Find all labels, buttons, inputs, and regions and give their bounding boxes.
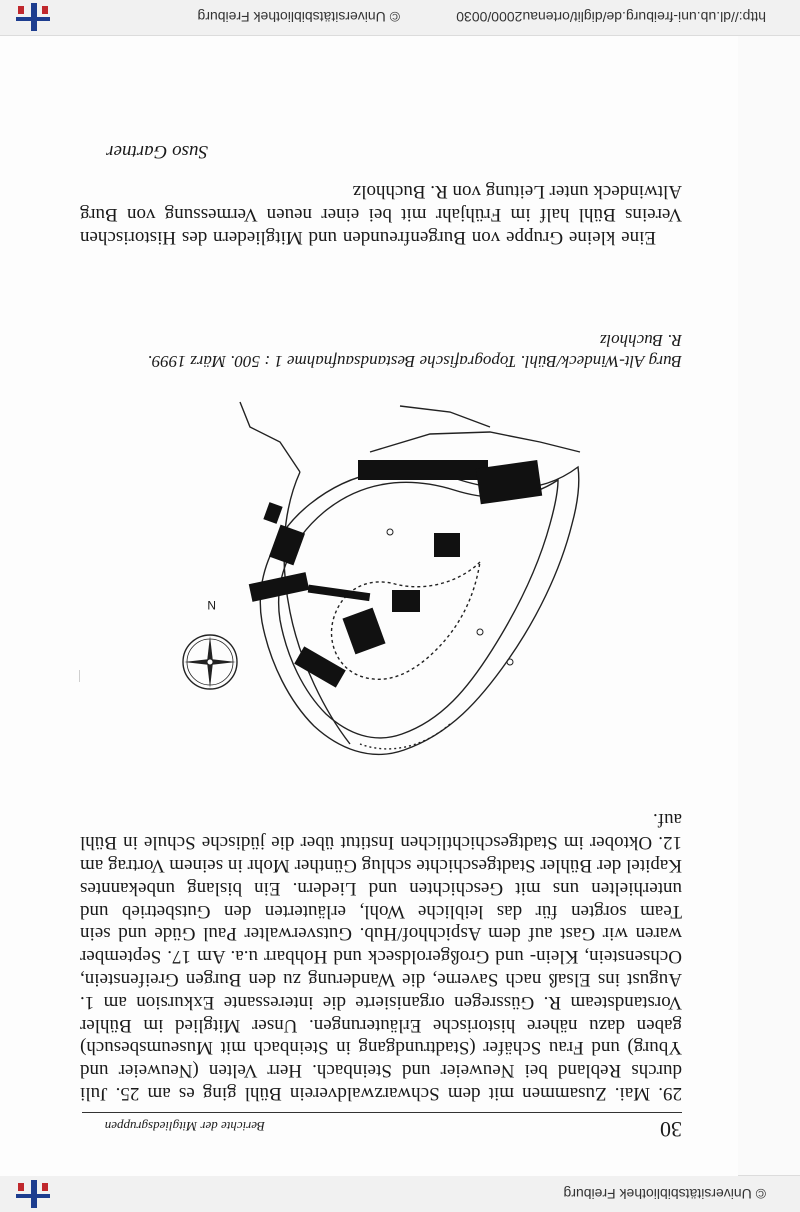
page-number: 30 <box>660 1117 682 1142</box>
castle-site-plan <box>220 392 600 772</box>
footer-copyright-text: © Universitätsbibliothek Freiburg <box>563 1186 766 1202</box>
copyright-text: © Universitätsbibliothek Freiburg <box>197 9 400 25</box>
university-logo-bottom <box>16 3 50 31</box>
paragraph-1: 29. Mai. Zusammen mit dem Schwarzwaldverein Bühl ging es am 25. Juli durchs Rebland bei Neuweier und Steinbach. Herr Velten (Neuweier und Yburg) und Frau Schäfer (Stadtrundgang in Steinbach mit Museumsbesuch) gaben dazu nähere historische Erläuterungen. Unser Mitglied im Bühler Vorstandsteam R. Güssregen organisierte die interessante Exkursion am 1. August ins Elsaß nach Saverne, die Wanderung zu den Burgen Greifenstein, Ochsenstein, Klein- und Großgeroldseck und Hohbarr u.a. Am 17. September waren wir Gast auf dem Aspichhof/Hub. Gutsverwalter Paul Güde und sein Team sorgten für das leibliche Wohl, erläuterten den Gutsbetrieb und unterhielten uns mit Geschichten und Liedern. Ein bislang unbekanntes Kapitel der Bühler Stadtgeschichte schlug Günther Mohr in seinem Vortrag am 12. Oktober im Stadtgeschichtlichen Institut über die jüdische Schule in Bühl auf. <box>80 809 682 1104</box>
caption-title: Burg Alt-Windeck/Bühl. Topografische Bestandsaufnahme 1 : 500. März 1999. <box>147 352 682 371</box>
compass-north-label: N <box>207 598 216 612</box>
author-signature: Suso Gartner <box>106 141 208 162</box>
source-url-text: http://dl.ub.uni-freiburg.de/diglit/ortenau2000/0030 <box>456 9 766 25</box>
paragraph-2: Eine kleine Gruppe von Burgenfreunden und Mitgliedern des Historischen Vereins Bühl half im Frühjahr mit bei einer neuen Vermessung von Burg Altwindeck unter Leitung von R. Buchholz <box>80 181 682 248</box>
compass-rose-icon <box>180 614 240 692</box>
caption-author: R. Buchholz <box>599 331 682 350</box>
university-logo <box>16 1180 50 1208</box>
running-head: Berichte der Mitgliedsgruppen <box>104 1119 265 1134</box>
scan-edge-mark <box>79 670 80 682</box>
top-info-bar <box>0 1175 800 1212</box>
figure-caption <box>80 330 682 372</box>
bottom-info-bar <box>0 0 800 36</box>
header-rule <box>82 1112 682 1113</box>
